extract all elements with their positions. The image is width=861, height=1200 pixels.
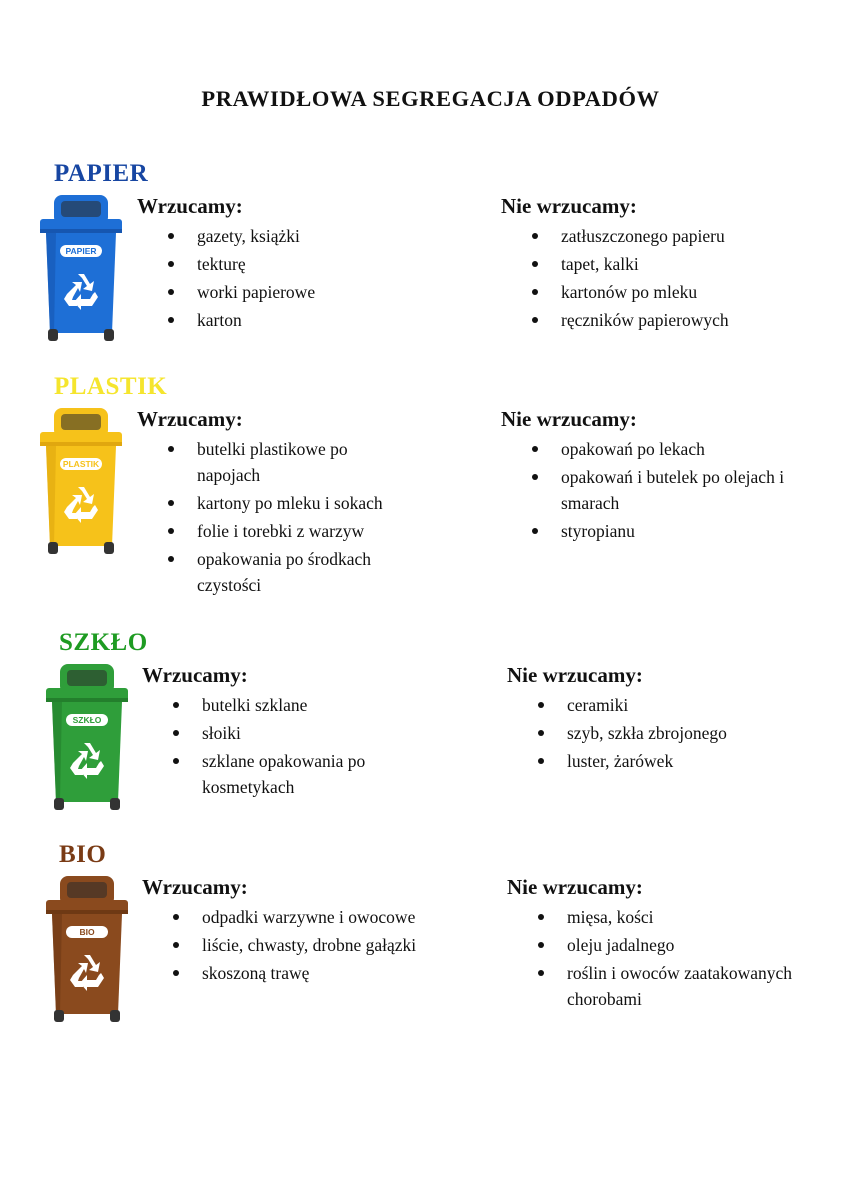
bin-graphic: [36, 406, 126, 556]
list-item: [142, 748, 412, 800]
list-item-text: kartonów po mleku: [561, 282, 698, 302]
bin-wheel-right: [110, 1010, 120, 1022]
accepted-items-list: [137, 223, 407, 333]
category-section-papier: [0, 160, 861, 400]
bullet-icon: [173, 730, 179, 736]
accepted-items-header: Wrzucamy:: [142, 663, 248, 687]
category-section-bio: [0, 841, 861, 1081]
rejected-items-column: [501, 193, 821, 335]
bin-wheel-right: [104, 329, 114, 341]
rejected-items-list: [507, 904, 807, 1012]
list-item-text: ręczników papierowych: [561, 310, 729, 330]
list-item-text: opakowań i butelek po olejach i smarach: [561, 467, 785, 513]
bullet-icon: [168, 233, 174, 239]
bullet-icon: [168, 556, 174, 562]
bin-wheel-left: [48, 329, 58, 341]
bullet-icon: [538, 702, 544, 708]
rejected-items-column: [507, 662, 827, 776]
list-item: [142, 960, 432, 986]
list-item: [501, 223, 821, 249]
list-item: [142, 932, 432, 958]
bullet-icon: [538, 970, 544, 976]
bin-slot: [67, 882, 107, 898]
list-item-text: skoszoną trawę: [202, 963, 310, 983]
list-item: [142, 692, 412, 718]
accepted-items-column: [137, 406, 407, 600]
bullet-icon: [538, 914, 544, 920]
list-item-text: odpadki warzywne i owocowe: [202, 907, 416, 927]
list-item: [142, 720, 412, 746]
list-item-text: opakowań po lekach: [561, 439, 705, 459]
waste-bin: [42, 874, 132, 1024]
bullet-icon: [532, 233, 538, 239]
bullet-icon: [532, 474, 538, 480]
accepted-items-list: [142, 692, 412, 800]
bullet-icon: [173, 702, 179, 708]
accepted-items-column: [142, 874, 432, 988]
list-item-text: tekturę: [197, 254, 246, 274]
bullet-icon: [538, 758, 544, 764]
list-item: [501, 518, 821, 544]
list-item: [137, 279, 407, 305]
list-item-text: oleju jadalnego: [567, 935, 675, 955]
bin-wheel-left: [54, 1010, 64, 1022]
rejected-items-header: Nie wrzucamy:: [507, 875, 643, 899]
bullet-icon: [173, 942, 179, 948]
bin-wheel-right: [110, 798, 120, 810]
list-item: [501, 279, 821, 305]
rejected-items-list: [507, 692, 827, 774]
list-item-text: szklane opakowania po kosmetykach: [202, 751, 366, 797]
list-item: [137, 223, 407, 249]
list-item: [507, 904, 807, 930]
bullet-icon: [538, 942, 544, 948]
bullet-icon: [168, 500, 174, 506]
bullet-icon: [173, 758, 179, 764]
list-item: [507, 720, 827, 746]
category-title: BIO: [59, 841, 107, 868]
bin-graphic: [42, 662, 132, 812]
list-item: [501, 307, 821, 333]
list-item: [507, 960, 807, 1012]
list-item-text: roślin i owoców zaatakowanych chorobami: [567, 963, 792, 1009]
rejected-items-header: Nie wrzucamy:: [507, 663, 643, 687]
list-item: [142, 904, 432, 930]
bin-lid-shadow: [46, 910, 128, 914]
list-item: [507, 932, 807, 958]
bin-graphic: [36, 193, 126, 343]
bullet-icon: [532, 261, 538, 267]
list-item: [501, 251, 821, 277]
list-item-text: folie i torebki z warzyw: [197, 521, 365, 541]
list-item-text: luster, żarówek: [567, 751, 674, 771]
waste-bin: [36, 406, 126, 556]
list-item-text: opakowania po środkach czystości: [197, 549, 371, 595]
category-title: SZKŁO: [59, 629, 148, 656]
list-item: [501, 464, 821, 516]
list-item: [137, 307, 407, 333]
bin-label-text: BIO: [79, 927, 95, 937]
accepted-items-column: [142, 662, 412, 802]
bullet-icon: [168, 446, 174, 452]
category-section-szkło: [0, 629, 861, 869]
category-section-plastik: [0, 373, 861, 613]
accepted-items-list: [142, 904, 432, 986]
list-item: [507, 748, 827, 774]
list-item-text: liście, chwasty, drobne gałązki: [202, 935, 417, 955]
bullet-icon: [532, 446, 538, 452]
bullet-icon: [538, 730, 544, 736]
list-item: [137, 518, 407, 544]
bullet-icon: [532, 317, 538, 323]
bullet-icon: [168, 528, 174, 534]
list-item: [137, 490, 407, 516]
bin-label-text: PAPIER: [65, 246, 97, 256]
list-item-text: styropianu: [561, 521, 635, 541]
rejected-items-list: [501, 436, 821, 544]
page-title: PRAWIDŁOWA SEGREGACJA ODPADÓW: [201, 86, 660, 111]
bin-lid-shadow: [40, 229, 122, 233]
list-item: [137, 436, 407, 488]
rejected-items-column: [507, 874, 807, 1014]
list-item: [137, 251, 407, 277]
bullet-icon: [532, 528, 538, 534]
accepted-items-header: Wrzucamy:: [137, 407, 243, 431]
waste-bin: [42, 662, 132, 812]
list-item-text: tapet, kalki: [561, 254, 639, 274]
list-item-text: butelki szklane: [202, 695, 308, 715]
bin-graphic: [42, 874, 132, 1024]
list-item-text: butelki plastikowe po napojach: [197, 439, 348, 485]
list-item-text: słoiki: [202, 723, 241, 743]
list-item: [137, 546, 407, 598]
list-item-text: szyb, szkła zbrojonego: [567, 723, 727, 743]
rejected-items-list: [501, 223, 821, 333]
bin-label-text: PLASTIK: [62, 459, 100, 469]
list-item-text: mięsa, kości: [567, 907, 654, 927]
bullet-icon: [173, 914, 179, 920]
bin-wheel-left: [54, 798, 64, 810]
waste-bin: [36, 193, 126, 343]
bullet-icon: [168, 289, 174, 295]
list-item: [507, 692, 827, 718]
bin-slot: [61, 414, 101, 430]
list-item-text: karton: [197, 310, 242, 330]
accepted-items-header: Wrzucamy:: [137, 194, 243, 218]
bullet-icon: [168, 261, 174, 267]
category-title: PLASTIK: [54, 373, 168, 400]
accepted-items-list: [137, 436, 407, 598]
bin-wheel-left: [48, 542, 58, 554]
bullet-icon: [168, 317, 174, 323]
bullet-icon: [173, 970, 179, 976]
bin-lid-shadow: [46, 698, 128, 702]
bullet-icon: [532, 289, 538, 295]
bin-slot: [67, 670, 107, 686]
list-item-text: worki papierowe: [197, 282, 316, 302]
bin-lid-shadow: [40, 442, 122, 446]
list-item-text: zatłuszczonego papieru: [561, 226, 725, 246]
accepted-items-column: [137, 193, 407, 335]
accepted-items-header: Wrzucamy:: [142, 875, 248, 899]
list-item-text: kartony po mleku i sokach: [197, 493, 383, 513]
rejected-items-header: Nie wrzucamy:: [501, 407, 637, 431]
rejected-items-column: [501, 406, 821, 546]
bin-label-text: SZKŁO: [72, 715, 102, 725]
list-item-text: ceramiki: [567, 695, 629, 715]
category-title: PAPIER: [54, 160, 149, 187]
list-item: [501, 436, 821, 462]
bin-slot: [61, 201, 101, 217]
list-item-text: gazety, książki: [197, 226, 300, 246]
rejected-items-header: Nie wrzucamy:: [501, 194, 637, 218]
bin-wheel-right: [104, 542, 114, 554]
